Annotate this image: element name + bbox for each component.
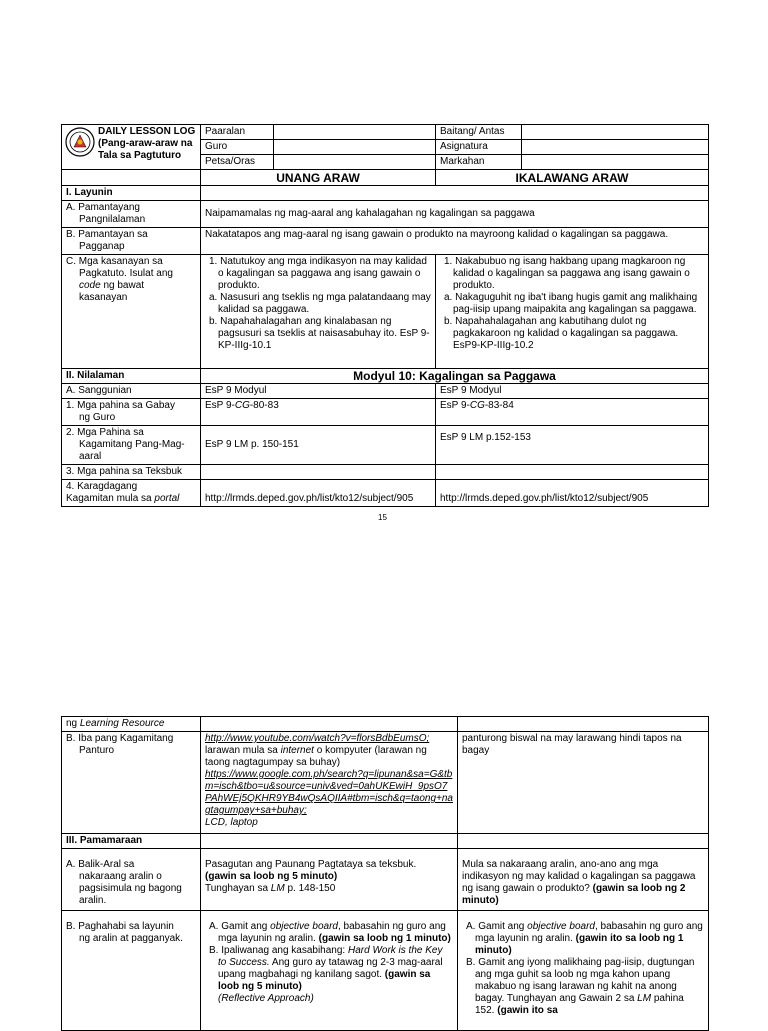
row-label-portal: 4. Karagdagang Kagamitan mula sa portal bbox=[62, 480, 201, 507]
pamantayang-pangnilalaman-text: Naipamamalas ng mag-aaral ang kahalagahan ng kagalingan sa paggawa bbox=[201, 201, 709, 228]
field-value[interactable] bbox=[274, 140, 436, 155]
lesson-log-table-continued bbox=[61, 716, 709, 1031]
field-label: Baitang/ Antas bbox=[436, 125, 522, 140]
page-number: 15 bbox=[378, 513, 387, 522]
day2-heading: IKALAWANG ARAW bbox=[436, 170, 709, 186]
field-value[interactable] bbox=[522, 155, 709, 170]
kagamitan-day1: http://www.youtube.com/watch?v=florsBdbEumsO; larawan mula sa internet o kompyuter (larawan ng taong nagtagumpay sa buhay) https://www.google.com.ph/search?q=lipunan&sa=G&tbm=isch&tbo=u&source=univ&ved=0ahUKEwiH_9psO7PAhWEj5QKHR9YB4wQsAQIIA#tbm=isch&q=taong+nagtagumpay+sa+buhay; LCD, laptop bbox=[201, 732, 458, 834]
empty-cell bbox=[458, 834, 709, 849]
gabay-guro-day2: EsP 9-CG-83-84 bbox=[436, 399, 709, 426]
row-label-teksbuk: 3. Mga pahina sa Teksbuk bbox=[62, 465, 201, 480]
kagamitan-day2: panturong biswal na may larawang hindi tapos na bagay bbox=[458, 732, 709, 834]
row-label-learning-resource: ng Learning Resource bbox=[62, 717, 201, 732]
day1-heading: UNANG ARAW bbox=[201, 170, 436, 186]
empty-cell bbox=[201, 717, 458, 732]
google-image-link[interactable]: https://www.google.com.ph/search?q=lipunan&sa=G&tbm=isch&tbo=u&source=univ&ved=0ahUKEwiH_9psO7PAhWEj5QKHR9YB4wQsAQIIA#tbm=isch&q=taong+nagtagumpay+sa+buhay; bbox=[205, 769, 453, 816]
field-value[interactable] bbox=[274, 125, 436, 140]
row-label-kasanayan: C. Mga kasanayan sa Pagkatuto. Isulat ang code ng bawat kasanayan bbox=[62, 255, 201, 369]
row-label-sanggunian: A. Sanggunian bbox=[62, 384, 201, 399]
row-label-pamantayan-pagganap: B. Pamantayan sa Pagganap bbox=[62, 228, 201, 255]
empty-cell bbox=[201, 186, 709, 201]
field-value[interactable] bbox=[274, 155, 436, 170]
kagamitang-mag-aaral-day2: EsP 9 LM p.152-153 bbox=[436, 426, 709, 465]
empty-cell bbox=[201, 834, 458, 849]
lesson-log-table bbox=[61, 124, 709, 507]
section-heading-nilalaman: II. Nilalaman bbox=[62, 369, 201, 384]
field-label: Guro bbox=[201, 140, 274, 155]
field-label: Asignatura bbox=[436, 140, 522, 155]
deped-seal-icon bbox=[65, 127, 95, 157]
sanggunian-day1: EsP 9 Modyul bbox=[201, 384, 436, 399]
field-label: Paaralan bbox=[201, 125, 274, 140]
gabay-guro-day1: EsP 9-CG-80-83 bbox=[201, 399, 436, 426]
section-heading-pamamaraan: III. Pamamaraan bbox=[62, 834, 201, 849]
empty-cell bbox=[62, 170, 201, 186]
field-label: Markahan bbox=[436, 155, 522, 170]
balik-aral-day1: Pasagutan ang Paunang Pagtataya sa teksbuk. (gawin sa loob ng 5 minuto) Tunghayan sa LM p. 148-150 bbox=[201, 849, 458, 911]
youtube-link[interactable]: http://www.youtube.com/watch?v=florsBdbEumsO; bbox=[205, 733, 430, 744]
row-label-kagamitang-mag-aaral: 2. Mga Pahina sa Kagamitang Pang-Mag- aaral bbox=[62, 426, 201, 465]
kasanayan-day2: 1. Nakabubuo ng isang hakbang upang magkaroon ng kalidad o kagalingan sa paggawa ang isang gawain o produkto. a. Nakaguguhit ng iba't ibang hugis gamit ang malikhaing pag-iisip upang maipakita ang kagalingan sa paggawa. b. Napahahalagahan ang kabutihang dulot ng pagkakaroon ng kalidad o kagalingan sa paggawa. EsP9-KP-IIIg-10.2 bbox=[436, 255, 709, 369]
header-logo-cell bbox=[62, 125, 201, 170]
row-label-balik-aral: A. Balik-Aral sa nakaraang aralin o pagsisimula ng bagong aralin. bbox=[62, 849, 201, 911]
row-label-iba-pang-kagamitan: B. Iba pang Kagamitang Panturo bbox=[62, 732, 201, 834]
doc-title: DAILY LESSON LOG (Pang-araw-araw na Tala sa Pagtuturo bbox=[98, 126, 196, 161]
row-label-pamantayang-pangnilalaman: A. Pamantayang Pangnilalaman bbox=[62, 201, 201, 228]
teksbuk-day2 bbox=[436, 465, 709, 480]
portal-link-day1[interactable]: http://lrmds.deped.gov.ph/list/kto12/subject/905 bbox=[201, 480, 436, 507]
teksbuk-day1 bbox=[201, 465, 436, 480]
paghahabi-day1: A. Gamit ang objective board, babasahin ng guro ang mga layunin ng aralin. (gawin sa loob ng 1 minuto) B. Ipaliwanag ang kasabihang: Hard Work is the Key to Success. Ang guro ay tatawag ng 2-3 mag-aaral upang magbahagi ng kanilang sagot. (gawin sa loob ng 5 minuto) (Reflective Approach) bbox=[201, 911, 458, 1031]
portal-link-day2[interactable]: http://lrmds.deped.gov.ph/list/kto12/subject/905 bbox=[436, 480, 709, 507]
section-heading-layunin: I. Layunin bbox=[62, 186, 201, 201]
field-value[interactable] bbox=[522, 125, 709, 140]
row-label-paghahabi: B. Paghahabi sa layunin ng aralin at pagganyak. bbox=[62, 911, 201, 1031]
paghahabi-day2: A. Gamit ang objective board, babasahin ng guro ang mga layunin ng aralin. (gawin ito sa loob ng 1 minuto) B. Gamit ang iyong malikhaing pag-iisip, dugtungan ang mga guhit sa loob ng mga kahon upang makabuo ng isang larawan ng kahit na anong bagay. Tunghayan ang Gawain 2 sa LM pahina 152. (gawin ito sa bbox=[458, 911, 709, 1031]
empty-cell bbox=[458, 717, 709, 732]
field-value[interactable] bbox=[522, 140, 709, 155]
modyul-title: Modyul 10: Kagalingan sa Paggawa bbox=[201, 369, 709, 384]
field-label: Petsa/Oras bbox=[201, 155, 274, 170]
sanggunian-day2: EsP 9 Modyul bbox=[436, 384, 709, 399]
kagamitang-mag-aaral-day1: EsP 9 LM p. 150-151 bbox=[201, 426, 436, 465]
kasanayan-day1: 1. Natutukoy ang mga indikasyon na may kalidad o kagalingan sa paggawa ang isang gawain o produkto. a. Nasusuri ang tseklis ng mga palatandaang may kalidad sa paggawa. b. Napahahalagahan ang kinalabasan ng pagsusuri sa tseklis at naisasabuhay ito. EsP 9-KP-IIIg-10.1 bbox=[201, 255, 436, 369]
pamantayan-pagganap-text: Nakatatapos ang mag-aaral ng isang gawain o produkto na mayroong kalidad o kagalingan sa paggawa. bbox=[201, 228, 709, 255]
balik-aral-day2: Mula sa nakaraang aralin, ano-ano ang mga indikasyon ng may kalidad o kagalingan sa paggawa ng isang gawain o produkto? (gawin sa loob ng 2 minuto) bbox=[458, 849, 709, 911]
row-label-gabay-guro: 1. Mga pahina sa Gabay ng Guro bbox=[62, 399, 201, 426]
